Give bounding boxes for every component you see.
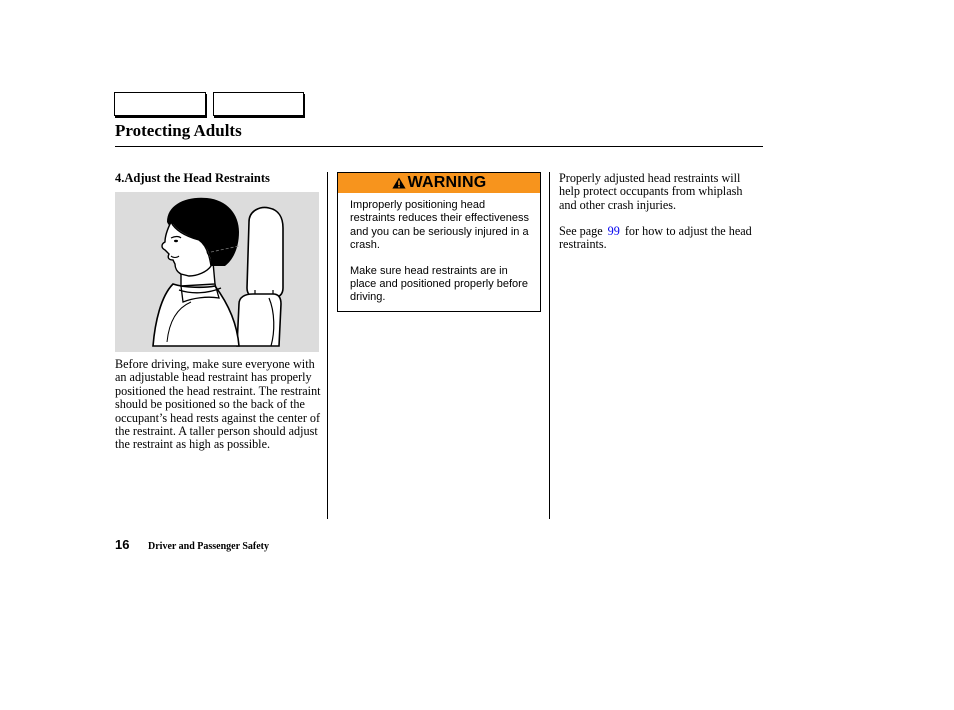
- instruction-paragraph: Before driving, make sure everyone with an adjustable head restraint has properly positioned the head restraint. The restraint should be positioned so the back of the occupant’s head rests against the center of the restraint. A taller person should adjust the restraint as high as possible.: [115, 357, 321, 452]
- page-99-link[interactable]: 99: [607, 224, 620, 238]
- section-footer: Driver and Passenger Safety: [148, 541, 270, 552]
- warning-header: [338, 173, 540, 193]
- warning-box: [337, 172, 541, 312]
- warning-paragraph-1: Improperly positioning head restraints reduces their effectiveness and you can be seriously injured in a crash.: [350, 199, 529, 252]
- benefit-paragraph: Properly adjusted head restraints will help protect occupants from whiplash and other crash injuries.: [559, 171, 743, 212]
- see-page-prefix: See page: [559, 224, 603, 238]
- column-divider-right: [549, 172, 550, 519]
- step-heading: 4.Adjust the Head Restraints: [115, 171, 270, 185]
- nav-tab-1[interactable]: [114, 92, 206, 116]
- see-page-suffix: for how to adjust the head restraints.: [559, 224, 752, 252]
- warning-triangle-icon: [392, 177, 406, 189]
- title-rule: [115, 146, 763, 147]
- see-page-paragraph: [559, 225, 759, 252]
- warning-label: WARNING: [407, 174, 487, 191]
- person-with-head-restraint-illustration: [115, 192, 319, 352]
- column-divider-left: [327, 172, 328, 519]
- warning-paragraph-2: Make sure head restraints are in place and positioned properly before driving.: [350, 264, 528, 304]
- page-number: 16: [115, 537, 130, 552]
- page-title: Protecting Adults: [115, 121, 242, 140]
- nav-tab-2[interactable]: [213, 92, 304, 116]
